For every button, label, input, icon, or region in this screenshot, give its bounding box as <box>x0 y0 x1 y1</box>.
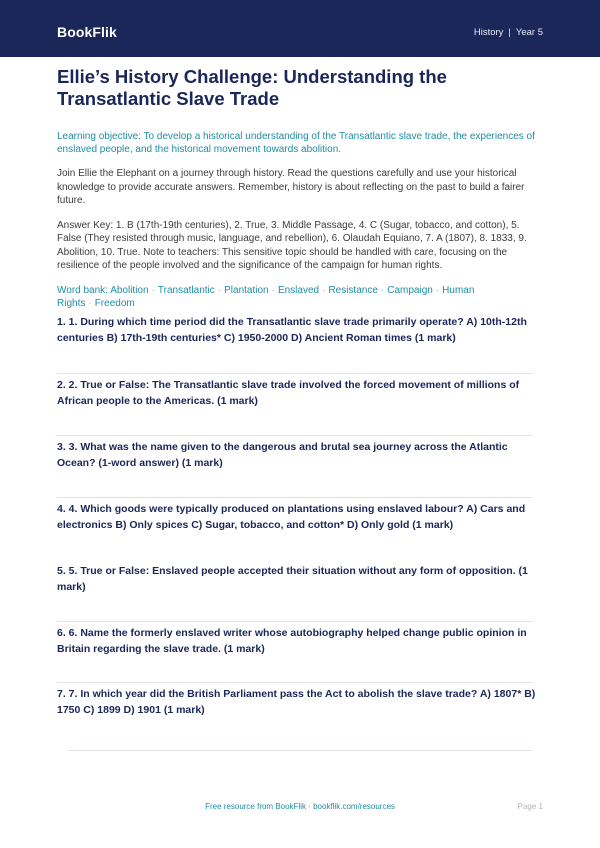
question-6 <box>57 625 543 657</box>
question-text: 1. 1. During which time period did the Transatlantic slave trade primarily operate? A) 10th-12th centuries B) 17th-19th centuries* C) 1950-2000 D) Ancient Roman times (1 mark) <box>57 316 527 344</box>
answer-key: Answer Key: 1. B (17th-19th centuries), 2. True, 3. Middle Passage, 4. C (Sugar, tobacco, and cotton), 5. False (They resisted through music, language, and rebellion), 6. Olaudah Equiano, 7. A (1807), 8. 1833, 9. Abolition, 10. True. Note to teachers: This sensitive topic should be handled with care, focusing on the resilience of the people involved and the significance of the campaign for human rights. <box>57 219 527 271</box>
question-1 <box>57 314 543 346</box>
page-title: Ellie’s History Challenge: Understanding the Transatlantic Slave Trade <box>57 66 447 109</box>
breadcrumb-year[interactable]: Year 5 <box>515 27 543 38</box>
question-divider <box>57 682 532 683</box>
word-bank-word: Abolition <box>110 284 149 296</box>
footer-divider <box>68 750 532 751</box>
word-bank-label: Word bank: <box>57 284 108 296</box>
question-3 <box>57 439 543 471</box>
question-divider <box>57 373 532 374</box>
word-bank-word: Human Rights <box>57 284 475 309</box>
page-number: Page 1 <box>517 802 543 811</box>
brand-logo[interactable]: BookFlik <box>57 24 117 40</box>
question-divider <box>57 621 532 622</box>
question-text: 2. 2. True or False: The Transatlantic slave trade involved the forced movement of millions of African people to the Americas. (1 mark) <box>57 379 520 407</box>
question-text: 7. 7. In which year did the British Parliament pass the Act to abolish the slave trade? A) 1807* B) 1750 C) 1899 D) 1901 (1 mark) <box>57 688 536 716</box>
word-bank-word: Plantation <box>224 284 269 296</box>
question-text: 4. 4. Which goods were typically produced on plantations using enslaved labour? A) Cars and electronics B) Only spices C) Sugar, tobacco, and cotton* D) Only gold (1 mark) <box>57 503 526 531</box>
question-text: 6. 6. Name the formerly enslaved writer whose autobiography helped change public opinion in Britain regarding the slave trade. (1 mark) <box>57 627 527 655</box>
question-divider <box>57 497 532 498</box>
word-bank-word: Campaign <box>387 284 433 296</box>
word-bank-word: Resistance <box>328 284 378 296</box>
question-divider <box>57 435 532 436</box>
learning-objective: Learning objective: To develop a historical understanding of the Transatlantic slave trade, the experiences of enslaved people, and the historical movement towards abolition. <box>57 131 535 155</box>
word-bank-word: Transatlantic <box>157 284 215 296</box>
question-text: 5. 5. True or False: Enslaved people accepted their situation without any form of opposition. (1 mark) <box>57 565 528 593</box>
question-2 <box>57 377 543 409</box>
question-7 <box>57 686 543 718</box>
word-bank: Word bank: Abolition · Transatlantic · Plantation · Enslaved · Resistance · Campaign · Human Rights · Freedom <box>57 284 475 309</box>
question-4 <box>57 501 543 533</box>
page-header <box>0 0 600 57</box>
word-bank-word: Freedom <box>94 298 135 309</box>
breadcrumb-subject[interactable]: History <box>473 27 504 38</box>
word-bank-word: Enslaved <box>277 284 320 296</box>
question-5 <box>57 563 543 595</box>
footer-resource-link[interactable]: Free resource from BookFlik · bookflik.com/resources <box>205 802 395 811</box>
worksheet-intro <box>57 66 543 311</box>
breadcrumb <box>474 27 543 38</box>
intro-text: Join Ellie the Elephant on a journey through history. Read the questions carefully and use your historical knowledge to provide accurate answers. Remember, history is about reflecting on the past to build a fairer future. <box>57 168 525 206</box>
breadcrumb-separator: | <box>508 27 511 38</box>
question-text: 3. 3. What was the name given to the dangerous and brutal sea journey across the Atlantic Ocean? (1-word answer) (1 mark) <box>57 441 508 469</box>
